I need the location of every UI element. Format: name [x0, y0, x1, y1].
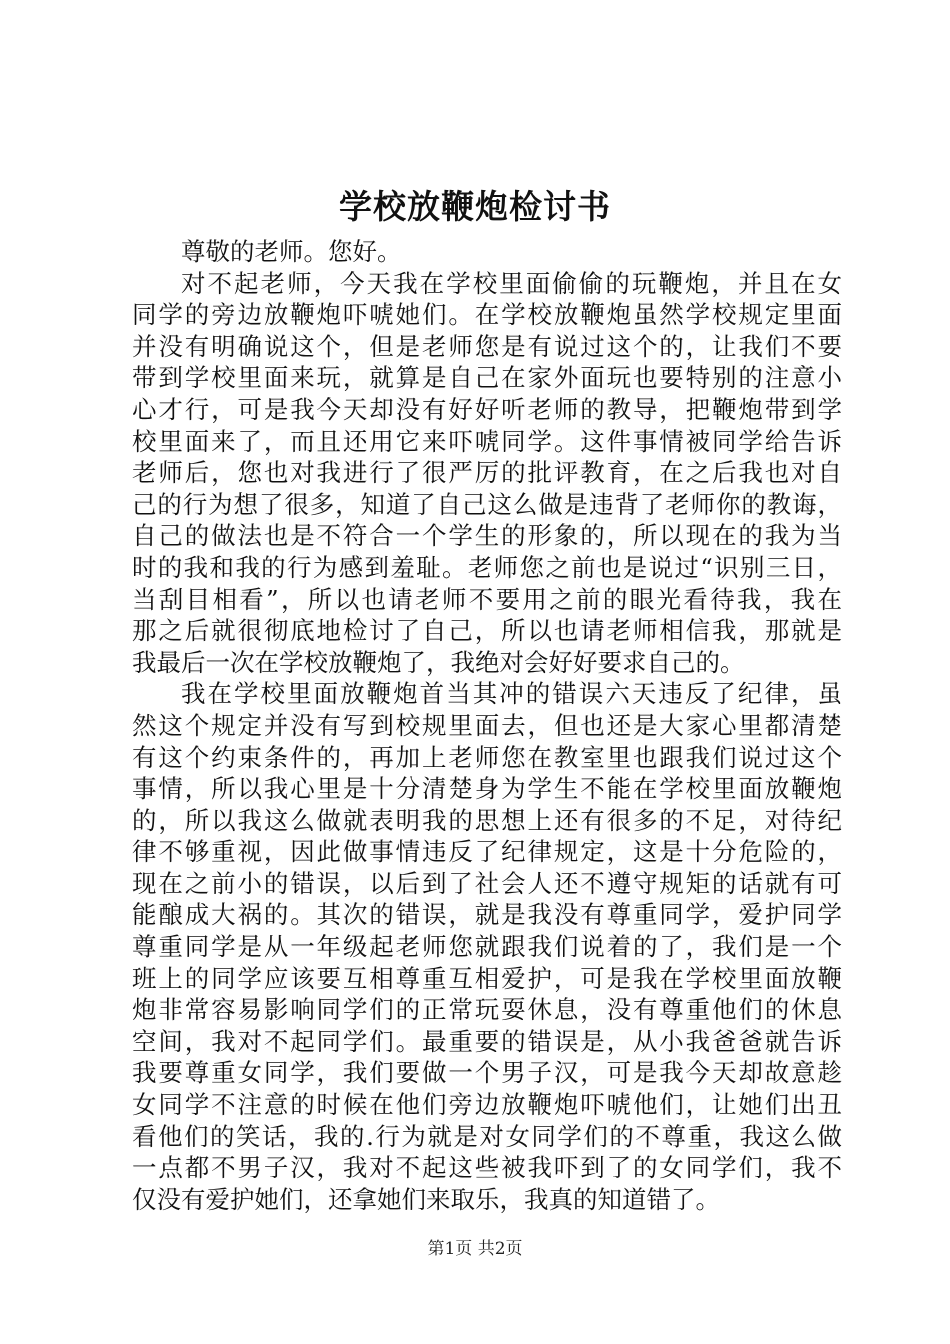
paragraph-1-line: 我最后一次在学校放鞭炮了，我绝对会好好要求自己的。	[132, 647, 745, 677]
paragraph-2-line: 的，所以我这么做就表明我的思想上还有很多的不足，对待纪	[132, 805, 842, 835]
paragraph-2-line: 然这个规定并没有写到校规里面去，但也还是大家心里都清楚	[132, 710, 842, 740]
paragraph-2-line: 女同学不注意的时候在他们旁边放鞭炮吓唬他们，让她们出丑	[132, 1090, 842, 1120]
paragraph-1-line: 自己的做法也是不符合一个学生的形象的，所以现在的我为当	[132, 521, 842, 551]
paragraph-2-line: 我在学校里面放鞭炮首当其冲的错误六天违反了纪律，虽	[181, 679, 842, 709]
paragraph-1-line: 时的我和我的行为感到羞耻。老师您之前也是说过“识别三日，	[132, 552, 842, 582]
paragraph-2-line: 能酿成大祸的。其次的错误，就是我没有尊重同学，爱护同学	[132, 900, 842, 930]
document-body	[132, 236, 842, 1215]
paragraph-1-line: 那之后就很彻底地检讨了自己，所以也请老师相信我，那就是	[132, 616, 842, 646]
paragraph-2-line: 有这个约束条件的，再加上老师您在教室里也跟我们说过这个	[132, 742, 842, 772]
paragraph-2-line: 我要尊重女同学，我们要做一个男子汉，可是我今天却故意趁	[132, 1058, 842, 1088]
paragraph-1-line: 对不起老师，今天我在学校里面偷偷的玩鞭炮，并且在女	[181, 268, 842, 298]
paragraph-1-line: 己的行为想了很多，知道了自己这么做是违背了老师你的教诲，	[132, 489, 842, 519]
paragraph-1-line: 心才行，可是我今天却没有好好听老师的教导，把鞭炮带到学	[132, 394, 842, 424]
document-title: 学校放鞭炮检讨书	[339, 187, 611, 226]
paragraph-1-line: 当刮目相看”，所以也请老师不要用之前的眼光看待我，我在	[132, 584, 842, 614]
paragraph-2-line: 尊重同学是从一年级起老师您就跟我们说着的了，我们是一个	[132, 932, 842, 962]
paragraph-1-line: 校里面来了，而且还用它来吓唬同学。这件事情被同学给告诉	[132, 426, 842, 456]
paragraph-1-line: 带到学校里面来玩，就算是自己在家外面玩也要特别的注意小	[132, 363, 842, 393]
paragraph-2-line: 事情，所以我心里是十分清楚身为学生不能在学校里面放鞭炮	[132, 774, 842, 804]
paragraph-2-line: 炮非常容易影响同学们的正常玩耍休息，没有尊重他们的休息	[132, 995, 842, 1025]
page-number-footer: 第1页 共2页	[427, 1239, 523, 1259]
paragraph-2-line: 一点都不男子汉，我对不起这些被我吓到了的女同学们，我不	[132, 1153, 842, 1183]
paragraph-1-line: 并没有明确说这个，但是老师您是有说过这个的，让我们不要	[132, 331, 842, 361]
paragraph-2-line: 看他们的笑话，我的.行为就是对女同学们的不尊重，我这么做	[132, 1121, 842, 1151]
paragraph-1-line: 同学的旁边放鞭炮吓唬她们。在学校放鞭炮虽然学校规定里面	[132, 300, 842, 330]
salutation-line: 尊敬的老师。您好。	[181, 237, 402, 266]
paragraph-1-line: 老师后，您也对我进行了很严厉的批评教育，在之后我也对自	[132, 458, 842, 488]
paragraph-2-line: 空间，我对不起同学们。最重要的错误是，从小我爸爸就告诉	[132, 1026, 842, 1056]
paragraph-2-line: 仅没有爱护她们，还拿她们来取乐，我真的知道错了。	[132, 1184, 720, 1214]
paragraph-2-line: 班上的同学应该要互相尊重互相爱护，可是我在学校里面放鞭	[132, 963, 842, 993]
paragraph-2-line: 现在之前小的错误，以后到了社会人还不遵守规矩的话就有可	[132, 868, 842, 898]
paragraph-2-line: 律不够重视，因此做事情违反了纪律规定，这是十分危险的，	[132, 837, 842, 867]
